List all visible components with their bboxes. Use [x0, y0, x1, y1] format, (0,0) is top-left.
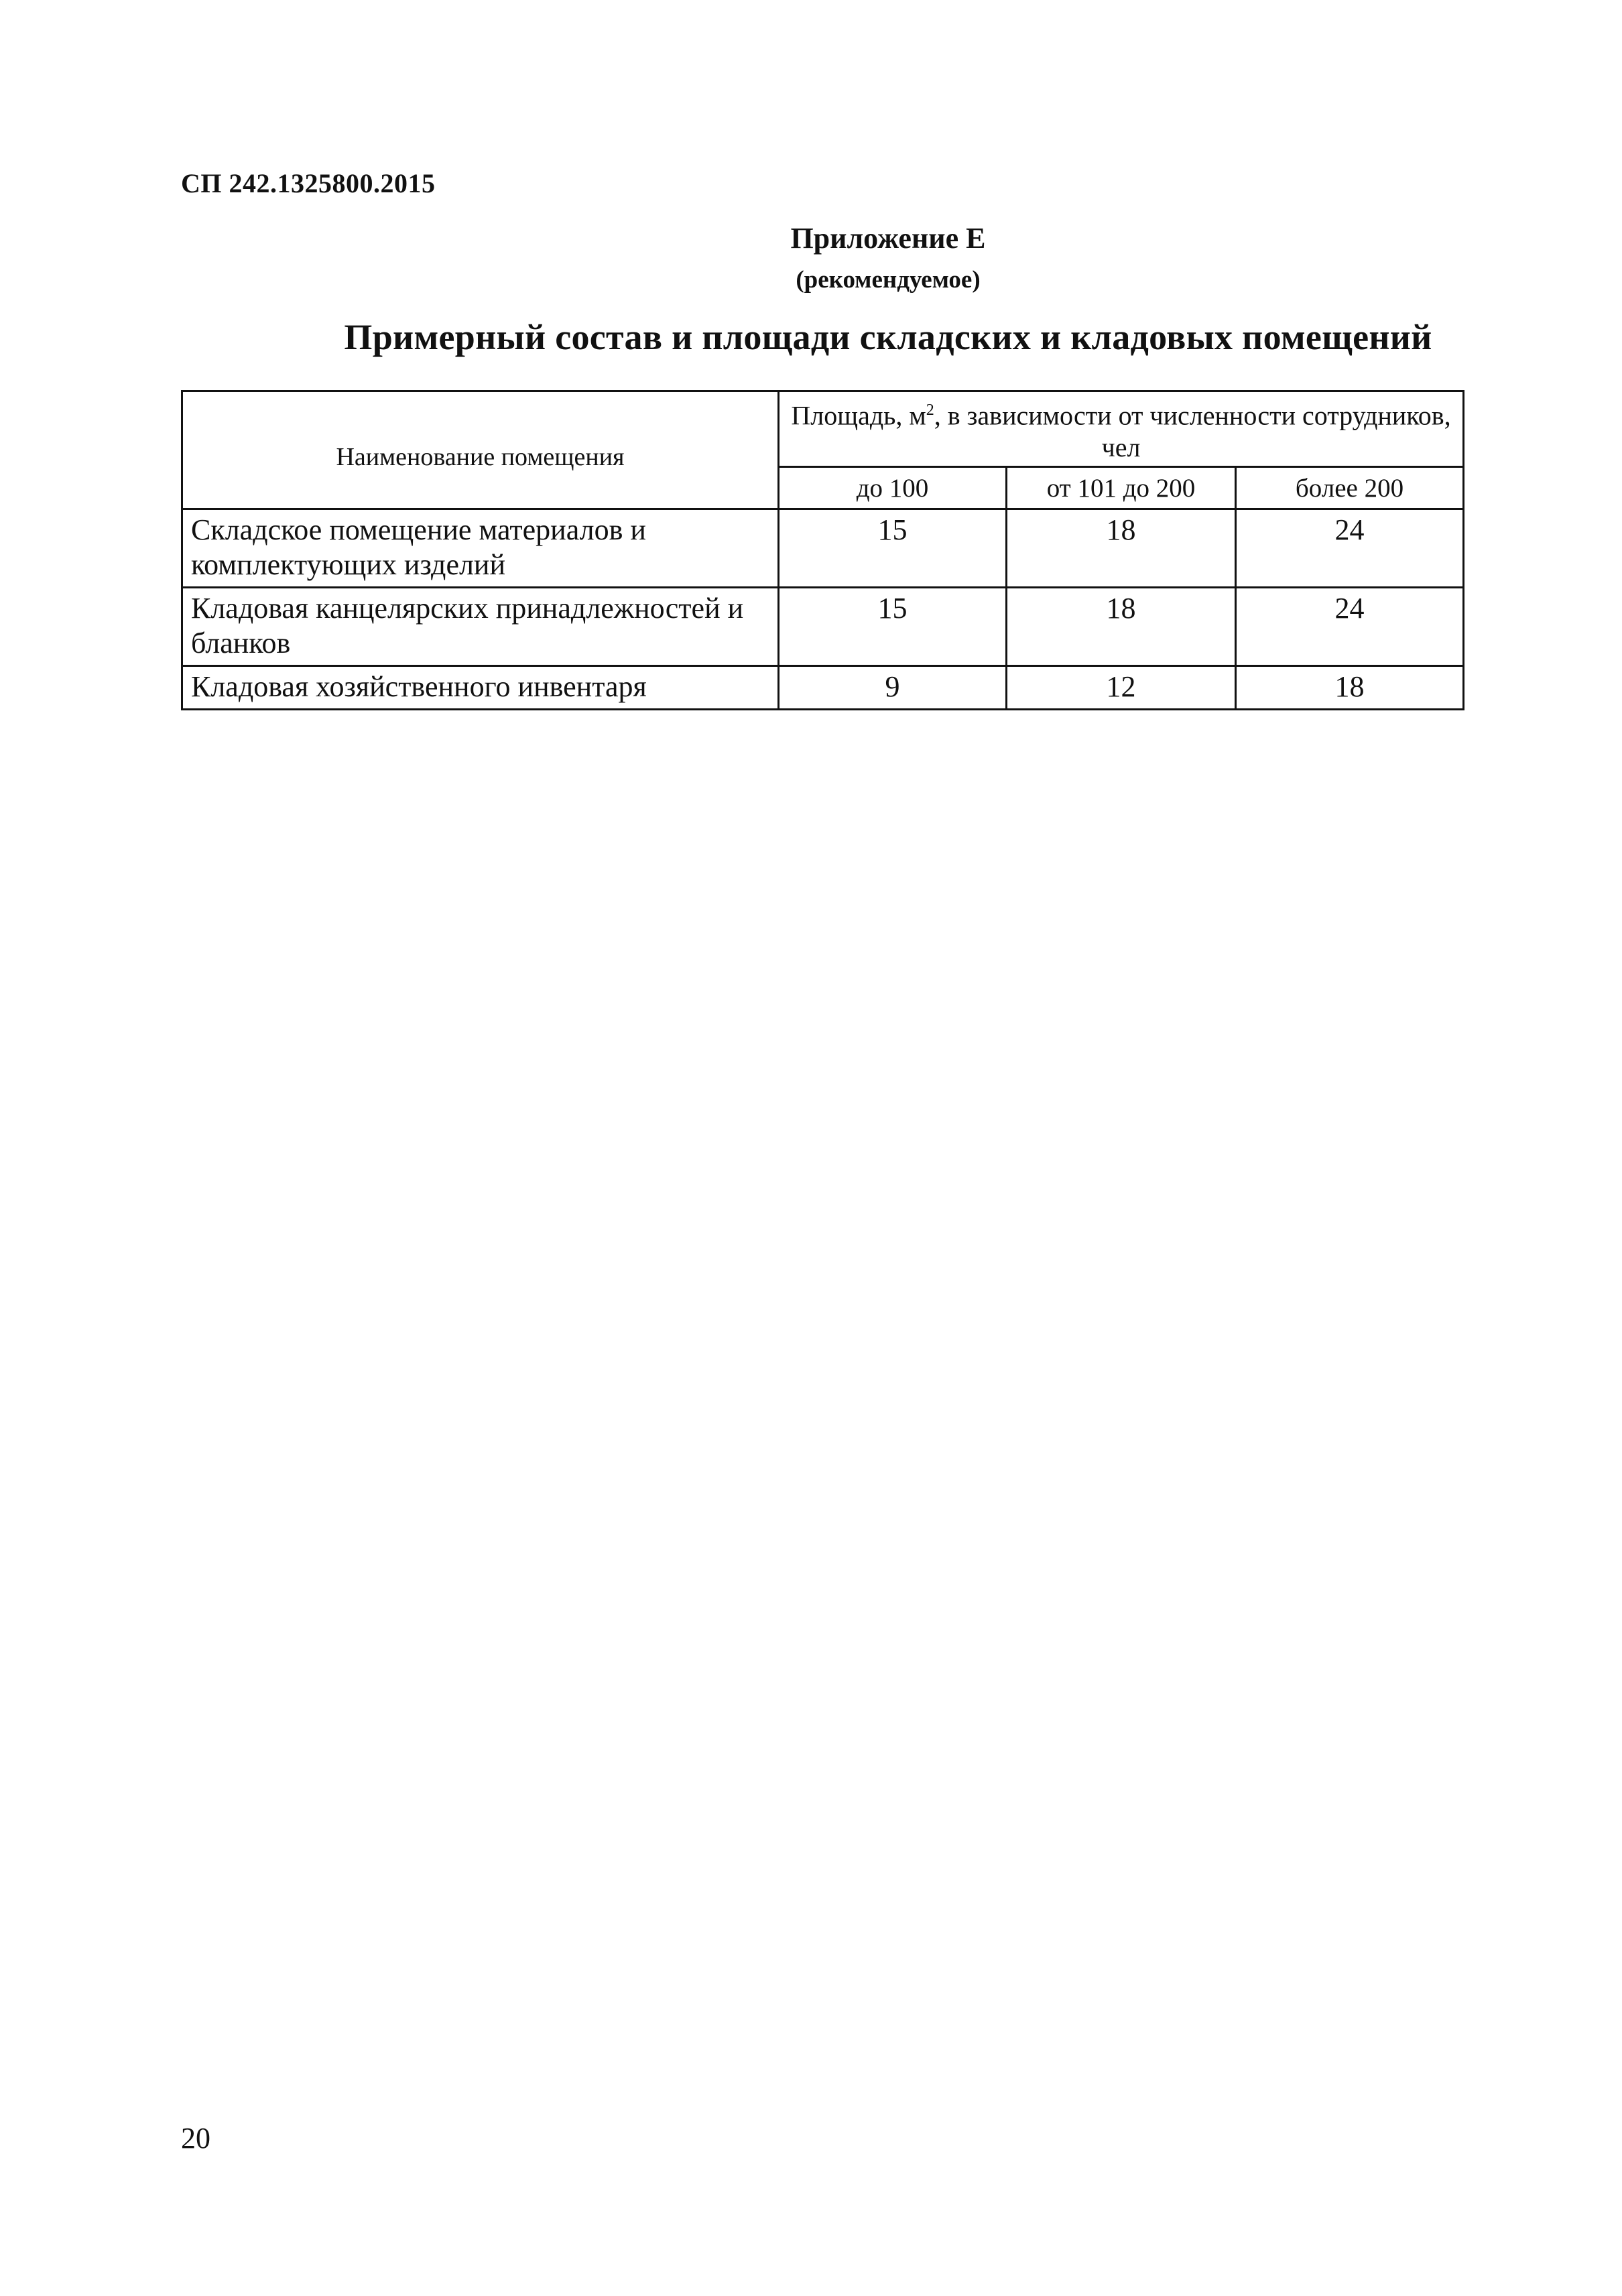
area-value-cell: 12 [1007, 666, 1236, 710]
area-value-cell: 18 [1007, 509, 1236, 588]
table-header-row [182, 391, 1464, 467]
room-name-cell: Кладовая канцелярских принадлежностей и бланков [182, 588, 779, 666]
area-value-cell: 18 [1236, 666, 1464, 710]
table-heading: Примерный состав и площади складских и кладовых помещений [344, 317, 1432, 357]
area-value-cell: 24 [1236, 509, 1464, 588]
room-name-cell: Кладовая хозяйственного инвентаря [182, 666, 779, 710]
table-row [182, 666, 1464, 710]
area-value-cell: 18 [1007, 588, 1236, 666]
area-value-cell: 9 [779, 666, 1007, 710]
document-code: СП 242.1325800.2015 [181, 168, 436, 198]
room-name-cell: Складское помещение материалов и комплектующих изделий [182, 509, 779, 588]
table-row [182, 509, 1464, 588]
appendix-subtitle: (рекомендуемое) [796, 266, 981, 294]
subheader-101-to-200: от 101 до 200 [1007, 467, 1236, 509]
area-group-header [779, 391, 1464, 467]
area-header-text: Площадь, м [791, 400, 926, 431]
page-number: 20 [181, 2122, 210, 2155]
subheader-up-to-100: до 100 [779, 467, 1007, 509]
area-value-cell: 24 [1236, 588, 1464, 666]
appendix-title: Приложение Е [790, 222, 986, 255]
room-name-column-header: Наименование помещения [182, 391, 779, 509]
table-row [182, 588, 1464, 666]
subheader-over-200: более 200 [1236, 467, 1464, 509]
area-unit-superscript: 2 [926, 401, 934, 419]
area-value-cell: 15 [779, 588, 1007, 666]
rooms-area-table [181, 390, 1464, 710]
area-value-cell: 15 [779, 509, 1007, 588]
area-header-text-rest: , в зависимости от численности сотрудников, чел [934, 400, 1451, 463]
